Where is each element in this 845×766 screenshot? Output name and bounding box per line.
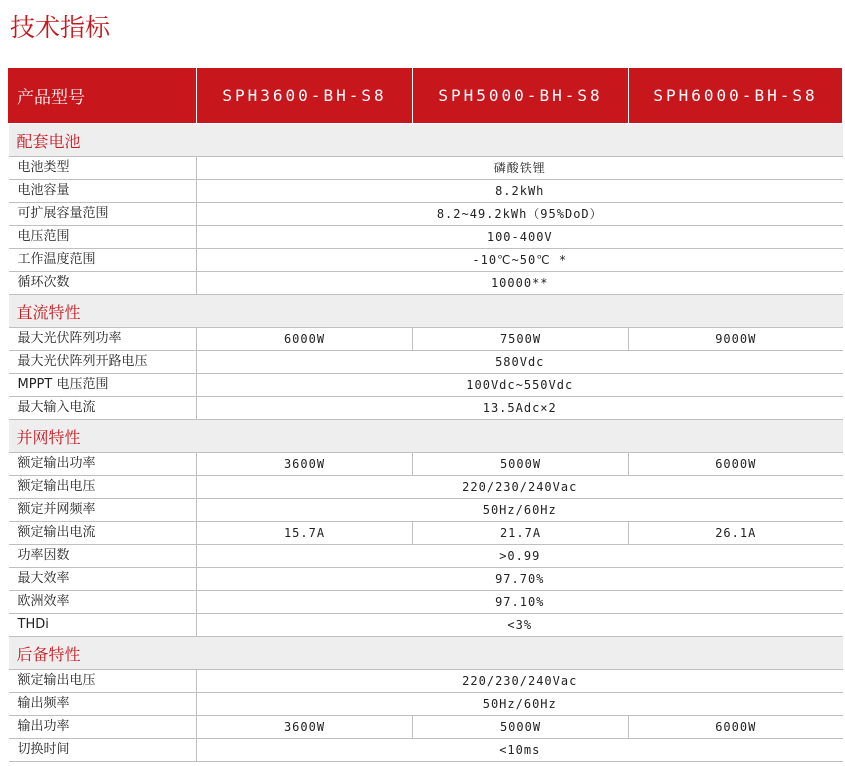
spec-value: <10ms (197, 739, 843, 762)
spec-label: 最大光伏阵列开路电压 (9, 351, 197, 374)
spec-value: 6000W (629, 716, 843, 739)
table-row (9, 476, 843, 499)
spec-value: 磷酸铁锂 (197, 157, 843, 180)
model-name: SPH5000-BH-S8 (413, 68, 629, 124)
spec-label: 输出功率 (9, 716, 197, 739)
spec-label: 电压范围 (9, 226, 197, 249)
spec-value: 97.10% (197, 591, 843, 614)
table-row (9, 545, 843, 568)
spec-value: 13.5Adc×2 (197, 397, 843, 420)
spec-value: 5000W (413, 716, 629, 739)
spec-value: 220/230/240Vac (197, 476, 843, 499)
section-title: 配套电池 (9, 124, 843, 157)
table-row (9, 374, 843, 397)
spec-table (8, 67, 843, 762)
header-row (9, 68, 843, 124)
table-row (9, 397, 843, 420)
spec-value: 220/230/240Vac (197, 670, 843, 693)
model-name: SPH6000-BH-S8 (629, 68, 843, 124)
spec-label: 最大输入电流 (9, 397, 197, 420)
table-row (9, 203, 843, 226)
spec-value: 3600W (197, 453, 413, 476)
table-row (9, 670, 843, 693)
spec-value: 21.7A (413, 522, 629, 545)
section-header (9, 124, 843, 157)
table-row (9, 499, 843, 522)
spec-label: 最大效率 (9, 568, 197, 591)
section-header (9, 295, 843, 328)
table-row (9, 716, 843, 739)
table-row (9, 591, 843, 614)
spec-label: 额定输出电压 (9, 670, 197, 693)
spec-value: 97.70% (197, 568, 843, 591)
section-header (9, 637, 843, 670)
header-label: 产品型号 (9, 68, 197, 124)
page-title: 技术指标 (10, 13, 111, 42)
spec-value: -10℃~50℃ * (197, 249, 843, 272)
spec-label: 循环次数 (9, 272, 197, 295)
spec-label: 额定并网频率 (9, 499, 197, 522)
section-header (9, 420, 843, 453)
table-row (9, 614, 843, 637)
table-row (9, 180, 843, 203)
spec-label: 欧洲效率 (9, 591, 197, 614)
spec-label: 电池容量 (9, 180, 197, 203)
table-row (9, 272, 843, 295)
table-row (9, 739, 843, 762)
spec-value: 100-400V (197, 226, 843, 249)
spec-value: 10000** (197, 272, 843, 295)
spec-body (9, 124, 843, 762)
spec-value: 8.2~49.2kWh（95%DoD） (197, 203, 843, 226)
table-row (9, 328, 843, 351)
spec-value: 9000W (629, 328, 843, 351)
table-row (9, 568, 843, 591)
spec-label: 额定输出功率 (9, 453, 197, 476)
spec-label: 可扩展容量范围 (9, 203, 197, 226)
spec-label: 额定输出电压 (9, 476, 197, 499)
section-title: 后备特性 (9, 637, 843, 670)
spec-value: >0.99 (197, 545, 843, 568)
spec-label: 最大光伏阵列功率 (9, 328, 197, 351)
spec-value: <3% (197, 614, 843, 637)
spec-label: 工作温度范围 (9, 249, 197, 272)
model-name: SPH3600-BH-S8 (197, 68, 413, 124)
spec-value: 3600W (197, 716, 413, 739)
spec-label: 切换时间 (9, 739, 197, 762)
table-row (9, 522, 843, 545)
spec-label: THDi (9, 614, 197, 637)
spec-value: 100Vdc~550Vdc (197, 374, 843, 397)
spec-value: 6000W (629, 453, 843, 476)
spec-label: MPPT 电压范围 (9, 374, 197, 397)
spec-value: 5000W (413, 453, 629, 476)
spec-value: 580Vdc (197, 351, 843, 374)
table-row (9, 157, 843, 180)
spec-label: 额定输出电流 (9, 522, 197, 545)
spec-value: 26.1A (629, 522, 843, 545)
table-row (9, 351, 843, 374)
spec-value: 50Hz/60Hz (197, 693, 843, 716)
spec-label: 输出频率 (9, 693, 197, 716)
table-row (9, 453, 843, 476)
table-row (9, 693, 843, 716)
spec-value: 6000W (197, 328, 413, 351)
table-row (9, 249, 843, 272)
spec-value: 7500W (413, 328, 629, 351)
section-title: 并网特性 (9, 420, 843, 453)
spec-value: 50Hz/60Hz (197, 499, 843, 522)
section-title: 直流特性 (9, 295, 843, 328)
spec-value: 8.2kWh (197, 180, 843, 203)
table-row (9, 226, 843, 249)
spec-value: 15.7A (197, 522, 413, 545)
spec-label: 电池类型 (9, 157, 197, 180)
spec-label: 功率因数 (9, 545, 197, 568)
